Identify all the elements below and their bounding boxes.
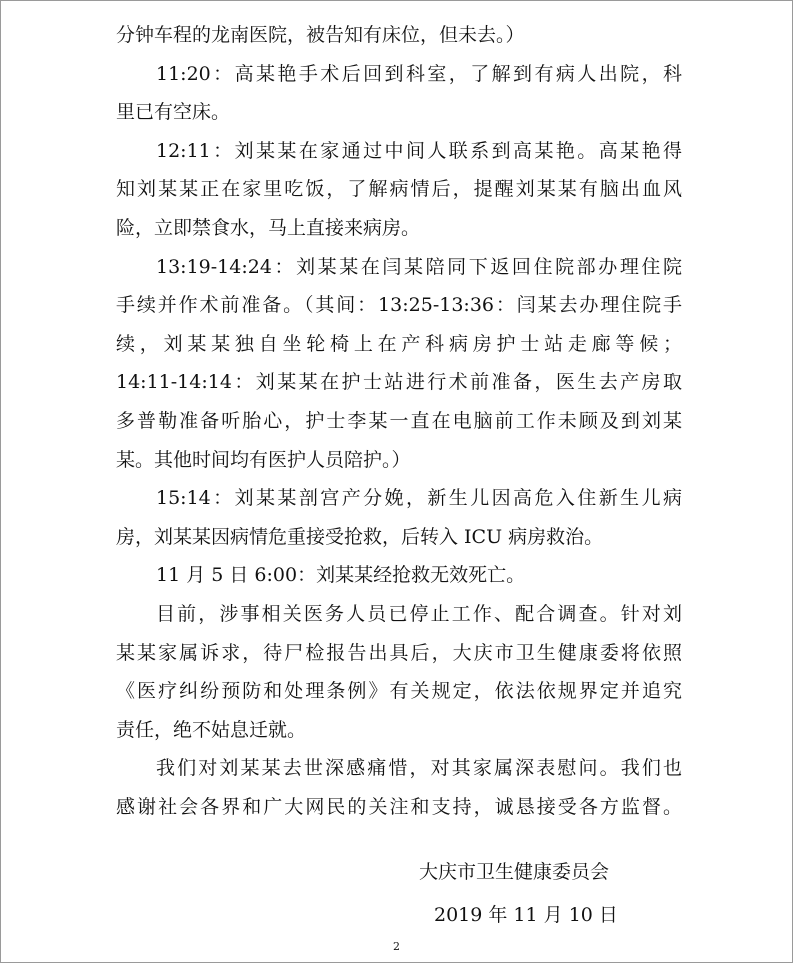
text-line: 续，刘某某独自坐轮椅上在产科病房护士站走廊等候；	[116, 332, 682, 355]
text-line: 某。其他时间均有医护人员陪护。）	[116, 448, 411, 471]
page-number: 2	[393, 940, 400, 953]
signature-date: 2019 年 11 月 10 日	[434, 904, 618, 926]
document-body	[116, 16, 682, 826]
text-line: 里已有空床。	[116, 101, 231, 124]
text-line: 某某家属诉求，待尸检报告出具后，大庆市卫生健康委将依照	[116, 641, 682, 664]
text-line: 《医疗纠纷预防和处理条例》有关规定，依法依规界定并追究	[116, 680, 682, 703]
text-line: 11:20：高某艳手术后回到科室，了解到有病人出院，科	[156, 62, 682, 85]
text-line: 14:11-14:14：刘某某在护士站进行术前准备，医生去产房取	[116, 371, 682, 394]
text-line: 责任，绝不姑息迁就。	[116, 718, 307, 741]
text-line: 15:14：刘某某剖宫产分娩，新生儿因高危入住新生儿病	[156, 487, 682, 510]
text-line: 目前，涉事相关医务人员已停止工作、配合调查。针对刘	[156, 602, 682, 625]
text-line: 知刘某某正在家里吃饭，了解病情后，提醒刘某某有脑出血风	[116, 178, 682, 201]
text-line: 多普勒准备听胎心，护士李某一直在电脑前工作未顾及到刘某	[116, 409, 682, 432]
text-line: 感谢社会各界和广大网民的关注和支持，诚恳接受各方监督。	[116, 795, 682, 818]
text-line: 我们对刘某某去世深感痛惜，对其家属深表慰问。我们也	[156, 757, 682, 780]
text-line: 房，刘某某因病情危重接受抢救，后转入 ICU 病房救治。	[116, 525, 604, 548]
text-line: 12:11：刘某某在家通过中间人联系到高某艳。高某艳得	[156, 139, 682, 162]
text-line: 分钟车程的龙南医院，被告知有床位，但未去。）	[116, 24, 525, 46]
text-line: 11 月 5 日 6:00：刘某某经抢救无效死亡。	[156, 564, 526, 587]
text-line: 险，立即禁食水，马上直接来病房。	[116, 216, 421, 239]
signature-organization: 大庆市卫生健康委员会	[419, 861, 610, 883]
text-line: 手续并作术前准备。（其间：13:25-13:36：闫某去办理住院手	[116, 294, 682, 317]
text-line: 13:19-14:24：刘某某在闫某陪同下返回住院部办理住院	[156, 255, 682, 278]
